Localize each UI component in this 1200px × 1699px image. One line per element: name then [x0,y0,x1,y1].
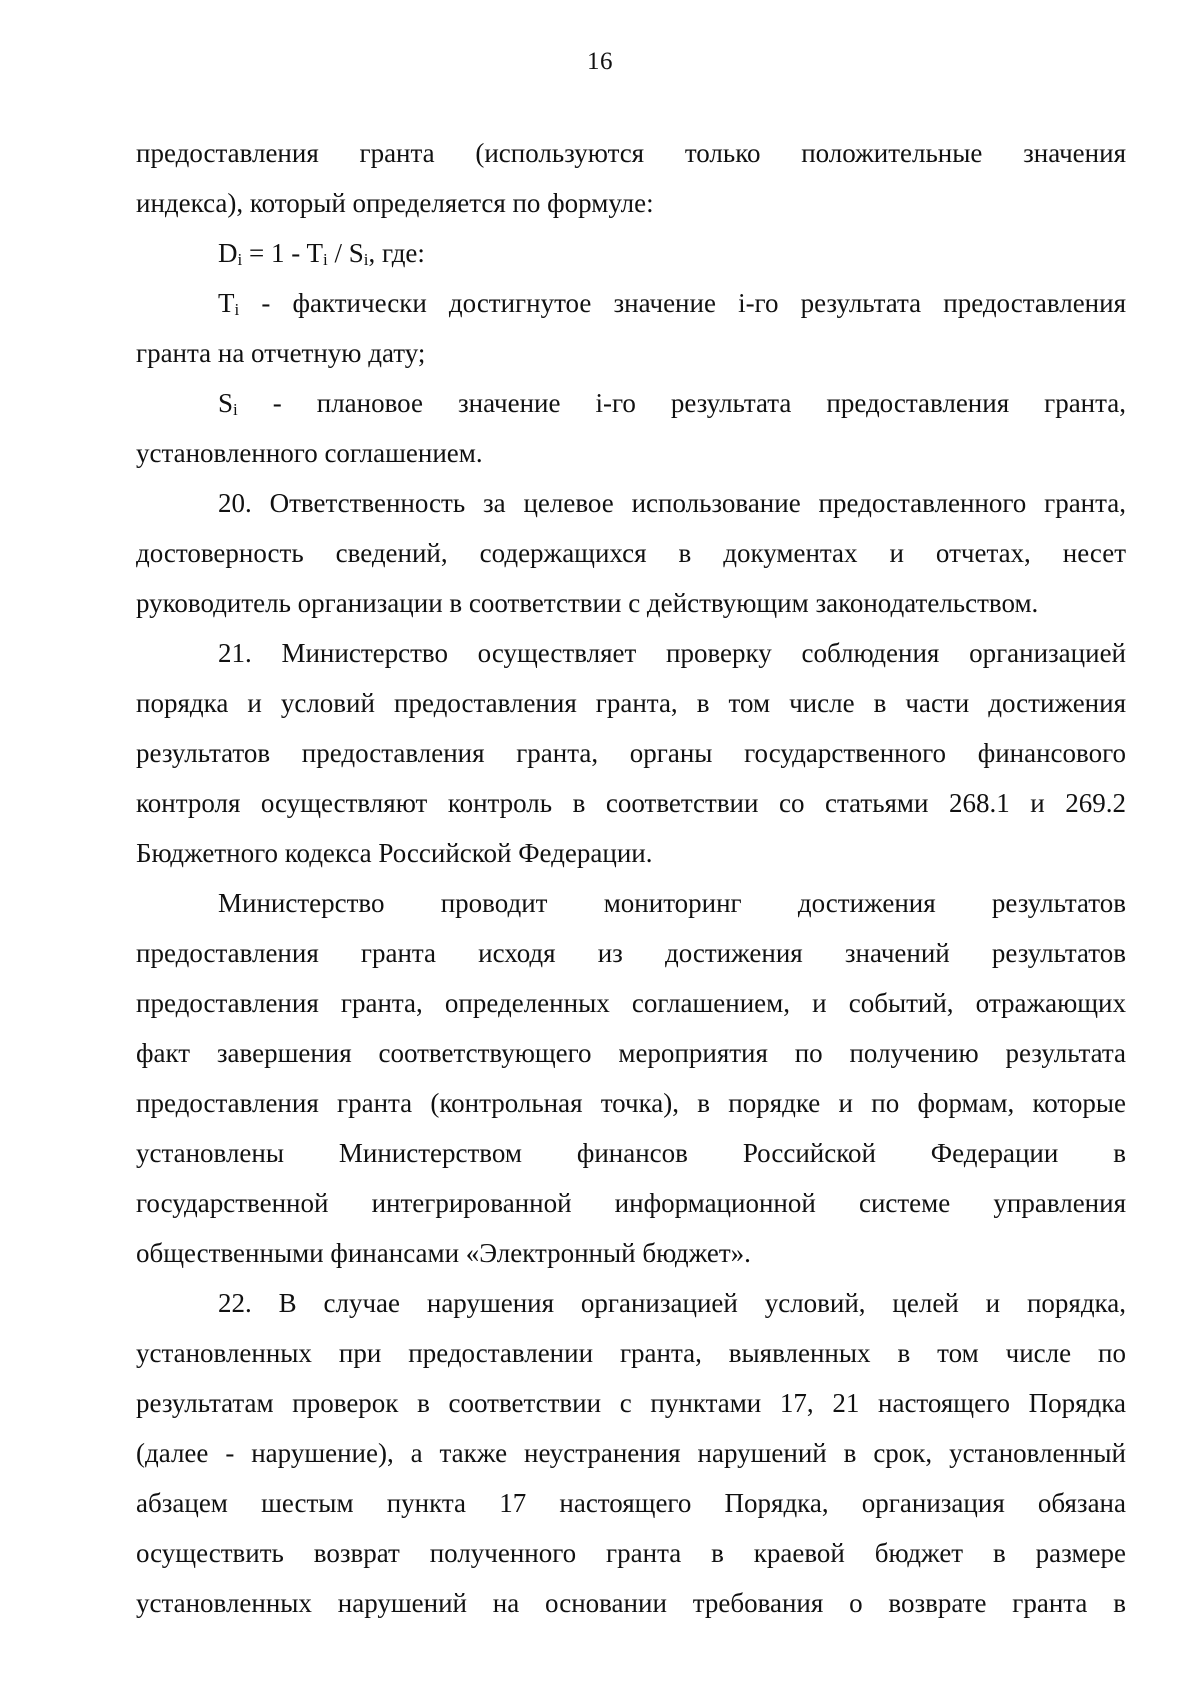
paragraph-intro [136,128,1126,228]
text-line: (далее - нарушение), а также неустранения нарушений в срок, установленный [136,1438,1126,1468]
text-line: 22. В случае нарушения организацией условий, целей и порядка, [218,1288,1126,1318]
paragraph-22 [136,1278,1126,1628]
text-line: государственной интегрированной информационной системе управления [136,1188,1126,1218]
text-line: результатов предоставления гранта, органы государственного финансового [136,738,1126,768]
text-line: установленных нарушений на основании требования о возврате гранта в [136,1588,1126,1618]
text-line: руководитель организации в соответствии с действующим законодательством. [136,588,1039,618]
text-line: Бюджетного кодекса Российской Федерации. [136,838,653,868]
text-line: индекса), который определяется по формуле: [136,188,654,218]
formula [136,228,1126,278]
text-line: гранта на отчетную дату; [136,338,426,368]
text-line: общественными финансами «Электронный бюджет». [136,1238,751,1268]
paragraph-21 [136,628,1126,878]
text-line: установленных при предоставлении гранта, выявленных в том числе по [136,1338,1126,1368]
text-line: $S_i$ - плановое значение i-го результата предоставления гранта, [218,388,1126,419]
text-line: предоставления гранта, определенных соглашением, и событий, отражающих [136,988,1126,1018]
text-line: результатам проверок в соответствии с пунктами 17, 21 настоящего Порядка [136,1388,1126,1418]
text-line: $T_i$ - фактически достигнутое значение i-го результата предоставления [218,288,1126,319]
definition-s [136,378,1126,478]
text-line: предоставления гранта (контрольная точка), в порядке и по формам, которые [136,1088,1126,1118]
document-body [136,128,1126,1628]
paragraph-21-monitoring [136,878,1126,1278]
text-line: 20. Ответственность за целевое использование предоставленного гранта, [218,488,1126,518]
formula-line: $D_i = 1 - T_i / S_i$, где: [218,238,425,269]
text-line: предоставления гранта (используются только положительные значения [136,138,1126,168]
text-line: установленного соглашением. [136,438,483,468]
definition-t [136,278,1126,378]
text-line: порядка и условий предоставления гранта, в том числе в части достижения [136,688,1126,718]
text-line: 21. Министерство осуществляет проверку соблюдения организацией [218,638,1126,668]
text-line: факт завершения соответствующего мероприятия по получению результата [136,1038,1126,1068]
text-line: Министерство проводит мониторинг достижения результатов [218,888,1126,918]
page-number: 16 [587,48,613,75]
text-line: контроля осуществляют контроль в соответствии со статьями 268.1 и 269.2 [136,788,1126,818]
text-line: достоверность сведений, содержащихся в документах и отчетах, несет [136,538,1126,568]
text-line: осуществить возврат полученного гранта в краевой бюджет в размере [136,1538,1126,1568]
text-line: установлены Министерством финансов Российской Федерации в [136,1138,1126,1168]
text-line: абзацем шестым пункта 17 настоящего Порядка, организация обязана [136,1488,1126,1518]
paragraph-20 [136,478,1126,628]
text-line: предоставления гранта исходя из достижения значений результатов [136,938,1126,968]
